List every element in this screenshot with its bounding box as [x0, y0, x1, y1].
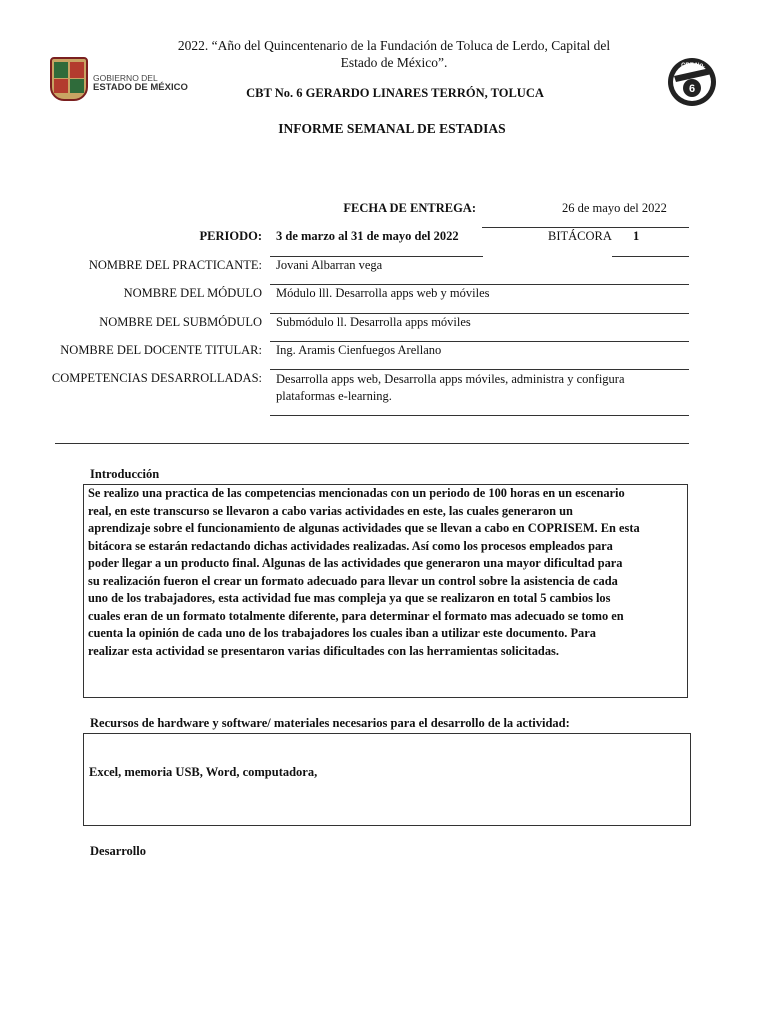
gobierno-estado-mexico-logo — [50, 57, 200, 103]
introduccion-line: aprendizaje sobre el funcionamiento de algunas actividades que se llevan a cabo en COPRISEM. En esta — [88, 521, 640, 535]
periodo-value: 3 de marzo al 31 de mayo del 2022 — [276, 229, 459, 243]
introduccion-line: cuenta la opinión de cada uno de los trabajadores los cuales iban a utilizar este documento. Para — [88, 626, 596, 640]
modulo-label: NOMBRE DEL MÓDULO — [123, 286, 262, 300]
introduccion-line: su realización fueron el crear un formato adecuado para llevar un control sobre la asistencia de cada — [88, 573, 618, 588]
coat-of-arms-icon — [50, 57, 88, 101]
introduccion-line: cuales eran de un formato totalmente diferente, para determinar el formato mas adecuado se tomo en — [88, 608, 624, 623]
submodulo-label: NOMBRE DEL SUBMÓDULO — [99, 315, 262, 329]
introduccion-text — [84, 485, 687, 660]
cbt-logo-number: 6 — [688, 83, 696, 95]
introduccion-box — [83, 484, 688, 698]
competencias-label: COMPETENCIAS DESARROLLADAS: — [51, 371, 262, 385]
introduccion-line: poder llegar a un producto final. Algunas de las actividades que generaron una mayor dificultad para — [88, 556, 623, 570]
submodulo-value: Submódulo ll. Desarrolla apps móviles — [276, 315, 471, 329]
competencias-line-2: plataformas e-learning. — [276, 389, 392, 403]
school-name: CBT No. 6 GERARDO LINARES TERRÓN, TOLUCA — [246, 86, 544, 100]
cbt-logo — [666, 56, 718, 108]
introduccion-heading: Introducción — [90, 467, 160, 481]
recursos-value: Excel, memoria USB, Word, computadora, — [89, 765, 318, 779]
introduccion-line: uno de los trabajadores, esta actividad fue mas compleja ya que se realizaron en total 5 cambios los — [88, 591, 611, 605]
fecha-value: 26 de mayo del 2022 — [562, 201, 667, 215]
docente-value: Ing. Aramis Cienfuegos Arellano — [276, 343, 442, 357]
introduccion-line: Se realizo una practica de las competencias mencionadas con un periodo de 100 horas en un escenario — [88, 486, 625, 500]
motto-line-1: 2022. “Año del Quincentenario de la Fundación de Toluca de Lerdo, Capital del — [177, 38, 611, 53]
document-title: INFORME SEMANAL DE ESTADIAS — [278, 121, 506, 136]
recursos-box — [83, 733, 691, 826]
docente-label: NOMBRE DEL DOCENTE TITULAR: — [60, 343, 262, 357]
bitacora-label: BITÁCORA — [548, 229, 612, 243]
fecha-label: FECHA DE ENTREGA: — [343, 201, 476, 215]
header-motto — [120, 37, 668, 71]
bitacora-value: 1 — [633, 229, 640, 243]
motto-line-2: Estado de México”. — [340, 55, 448, 70]
modulo-value: Módulo lll. Desarrolla apps web y móviles — [276, 286, 490, 300]
logo-left-line-1: GOBIERNO DEL — [93, 73, 158, 83]
practicante-value: Jovani Albarran vega — [276, 258, 383, 272]
logo-left-text — [93, 73, 188, 93]
introduccion-line: real, en este transcurso se llevaron a cabo varias actividades en este, las cuales generaron un — [88, 503, 573, 518]
introduccion-line: bitácora se estarán redactando dichas actividades realizadas. Así como los procesos empleados para — [88, 538, 613, 553]
desarrollo-heading: Desarrollo — [90, 844, 147, 858]
practicante-label: NOMBRE DEL PRACTICANTE: — [88, 258, 262, 272]
recursos-heading: Recursos de hardware y software/ materiales necesarios para el desarrollo de la actividad: — [90, 716, 570, 730]
periodo-label: PERIODO: — [199, 229, 262, 243]
cbt-emblem-icon — [666, 56, 718, 108]
competencias-line-1: Desarrolla apps web, Desarrolla apps móviles, administra y configura — [276, 372, 625, 386]
competencias-value — [276, 371, 625, 405]
logo-left-line-2: ESTADO DE MÉXICO — [93, 82, 188, 93]
introduccion-line: realizar esta actividad se presentaron varias dificultades con las herramientas solicitadas. — [88, 643, 559, 658]
cbt-logo-text: CBT No. — [681, 63, 705, 69]
